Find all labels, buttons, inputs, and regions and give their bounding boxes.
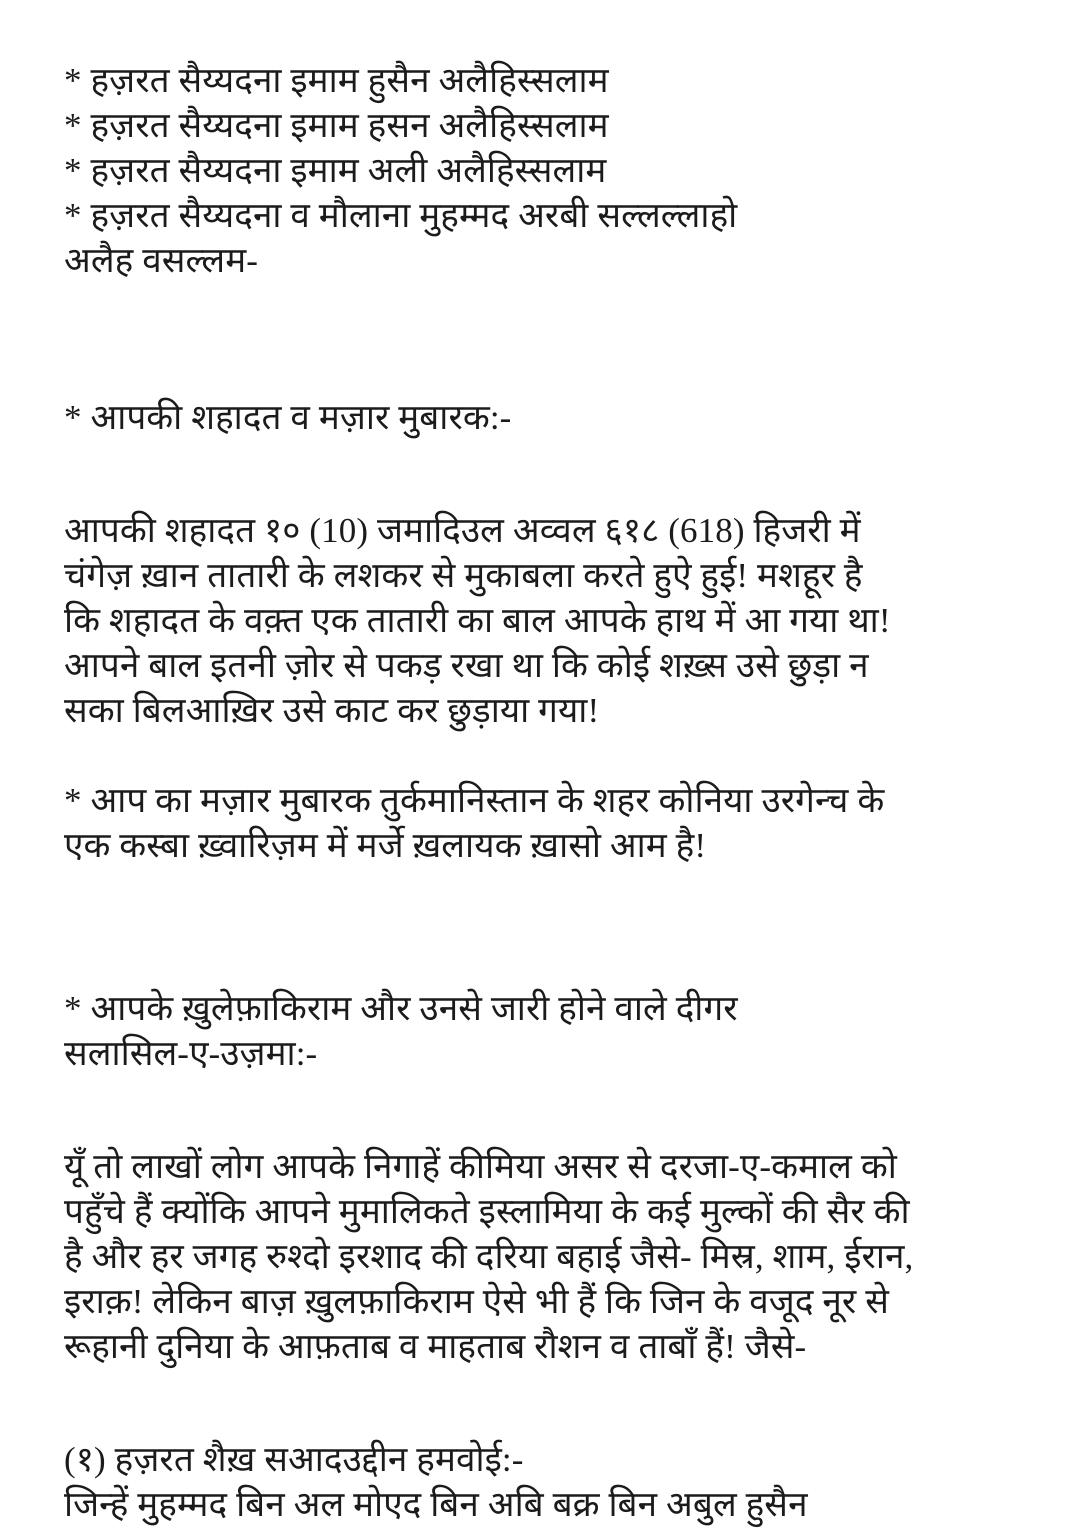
heading-line: * आपकी शहादत व मज़ार मुबारक:-	[64, 398, 512, 437]
paragraph-line: इराक़! लेकिन बाज़ ख़ुलफ़ाकिराम ऐसे भी हैं कि जिन के वजूद नूर से	[64, 1282, 889, 1321]
block-spacer	[64, 440, 1024, 508]
paragraph-line: एक कस्बा ख़्वारिज़म में मर्जे ख़लायक ख़ासो आम है!	[64, 826, 707, 865]
heading-shahadat	[64, 395, 1024, 440]
paragraph-line: रूहानी दुनिया के आफ़ताब व माहताब रौशन व ताबाँ हैं! जैसे-	[64, 1327, 807, 1366]
paragraph-mazar	[64, 778, 1024, 868]
block-spacer	[64, 283, 1024, 395]
heading-line: * आपके ख़ुलेफ़ाकिराम और उनसे जारी होने वाले दीगर	[64, 989, 738, 1028]
paragraph-line: है और हर जगह रुश्दो इरशाद की दरिया बहाई जैसे- मिस्र, शाम, ईरान,	[64, 1237, 914, 1276]
paragraph-line: आपकी शहादत १० (10) जमादिउल अव्वल ६१८ (618) हिजरी में	[64, 511, 861, 550]
salutation-line: अलैह वसल्लम-	[64, 241, 259, 280]
block-spacer	[64, 868, 1024, 986]
paragraph-khulafa	[64, 1144, 1024, 1369]
salutation-line: * हज़रत सैय्यदना व मौलाना मुहम्मद अरबी सल्लल्लाहो	[64, 196, 738, 235]
paragraph-shahadat	[64, 508, 1024, 733]
paragraph-line: यूँ तो लाखों लोग आपके निगाहें कीमिया असर से दरजा-ए-कमाल को	[64, 1147, 897, 1186]
paragraph-line: आपने बाल इतनी ज़ोर से पकड़ रखा था कि कोई शख़्स उसे छुड़ा न	[64, 646, 869, 685]
salutations-block	[64, 58, 1024, 283]
paragraph-line: कि शहादत के वक़्त एक तातारी का बाल आपके हाथ में आ गया था!	[64, 601, 891, 640]
list-item-one	[64, 1437, 1024, 1527]
salutation-line: * हज़रत सैय्यदना इमाम अली अलैहिस्सलाम	[64, 151, 607, 190]
block-spacer	[64, 1369, 1024, 1437]
list-item-heading: (१) हज़रत शैख़ सआदउद्दीन हमवोई:-	[64, 1440, 524, 1479]
heading-khulafa	[64, 986, 1024, 1076]
block-spacer	[64, 733, 1024, 778]
block-spacer	[64, 1076, 1024, 1144]
document-body	[64, 58, 1024, 1527]
paragraph-line: चंगेज़ ख़ान तातारी के लशकर से मुकाबला करते हुऐ हुई! मशहूर है	[64, 556, 863, 595]
heading-line: सलासिल-ए-उज़मा:-	[64, 1034, 318, 1073]
paragraph-line: पहुँचे हैं क्योंकि आपने मुमालिकते इस्लामिया के कई मुल्कों की सैर की	[64, 1192, 910, 1231]
salutation-line: * हज़रत सैय्यदना इमाम हसन अलैहिस्सलाम	[64, 106, 609, 145]
salutation-line: * हज़रत सैय्यदना इमाम हुसैन अलैहिस्सलाम	[64, 61, 609, 100]
list-item-body: जिन्हें मुहम्मद बिन अल मोएद बिन अबि बक्र बिन अबुल हुसैन	[64, 1485, 808, 1524]
paragraph-line: * आप का मज़ार मुबारक तुर्कमानिस्तान के शहर कोनिया उरगेन्च के	[64, 781, 885, 820]
paragraph-line: सका बिलआख़िर उसे काट कर छुड़ाया गया!	[64, 691, 600, 730]
